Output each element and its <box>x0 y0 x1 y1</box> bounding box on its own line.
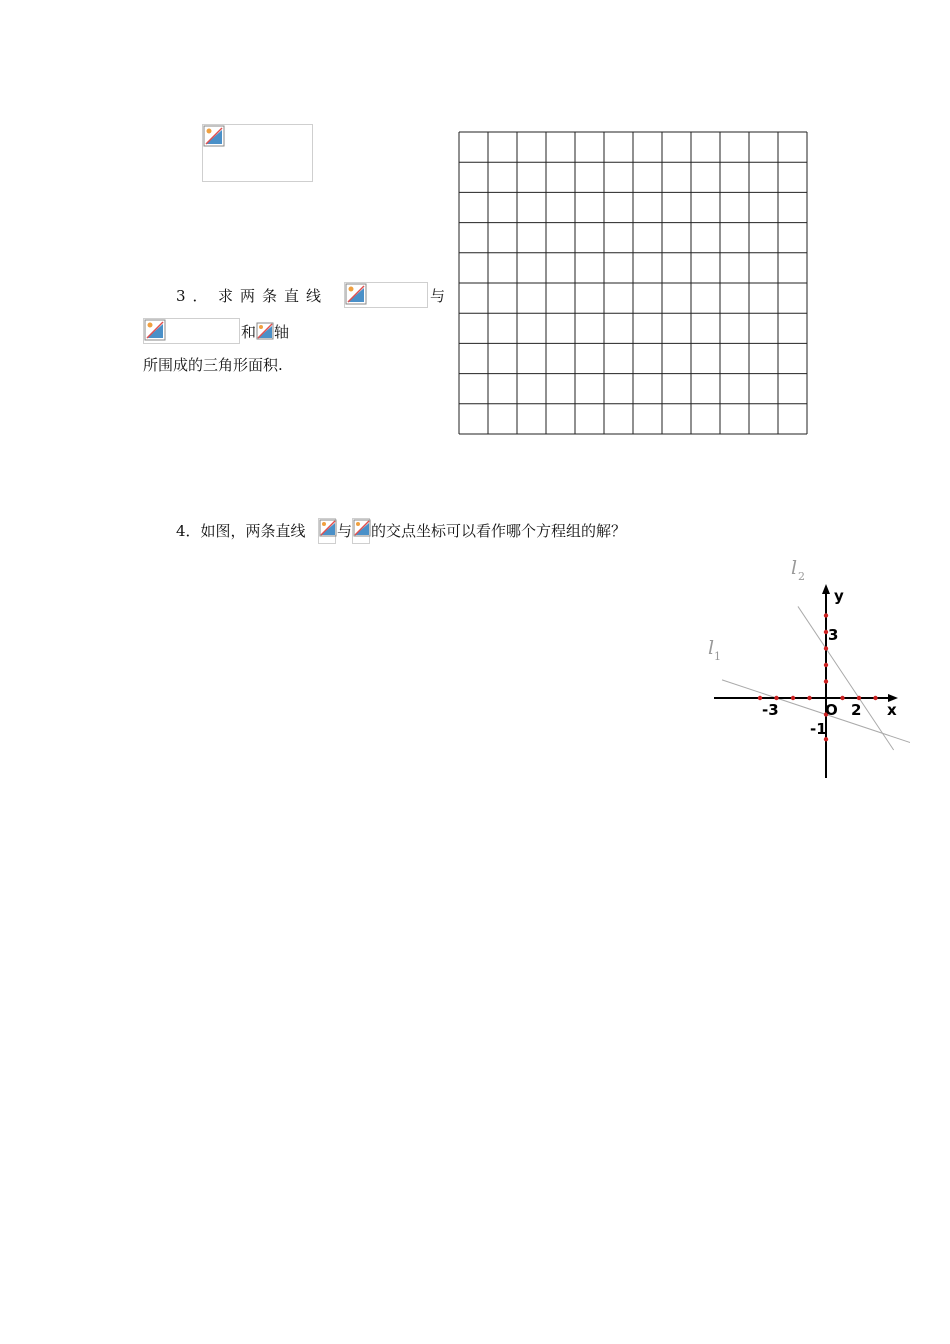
axis-point <box>774 696 778 700</box>
equation-image-l2 <box>352 518 370 544</box>
problem3-conj-1: 与 <box>430 287 446 305</box>
broken-image-icon <box>345 283 367 305</box>
broken-image-icon <box>144 319 166 341</box>
axis-point <box>824 613 828 617</box>
axis-point <box>824 663 828 667</box>
axis-point <box>840 696 844 700</box>
origin-label: O <box>825 701 838 719</box>
axis-point <box>824 679 828 683</box>
axis-image <box>256 322 274 340</box>
axis-point <box>824 646 828 650</box>
broken-image-icon <box>256 322 274 340</box>
y-axis-arrow-icon <box>822 584 830 594</box>
problem3-number: 3． <box>176 287 215 305</box>
problem3-conj-2: 和 <box>241 323 257 341</box>
problem3-text-a: 求两条直线 <box>218 287 329 305</box>
broken-image-icon <box>319 519 337 537</box>
tick-x-neg: -3 <box>762 701 779 719</box>
problem4-intro: 4．如图，两条直线 <box>176 522 306 540</box>
axis-point <box>791 696 795 700</box>
problem4-question: 的交点坐标可以看作哪个方程组的解？ <box>371 522 627 540</box>
tick-y-neg: -1 <box>810 720 827 738</box>
axis-point <box>807 696 811 700</box>
line-l2-sub: 2 <box>798 570 805 583</box>
y-axis-label: y <box>834 587 844 605</box>
equation-image-line2 <box>143 318 240 344</box>
problem3-text-b: 所围成的三角形面积. <box>143 356 283 374</box>
axis-point <box>873 696 877 700</box>
problem4-conj: 与 <box>337 522 353 540</box>
broken-image-icon <box>353 519 371 537</box>
line-l1-sub: 1 <box>714 650 721 663</box>
tick-x-pos: 2 <box>851 701 862 719</box>
line-l2-label: l <box>791 557 798 579</box>
equation-image-l1 <box>318 518 336 544</box>
image-placeholder-top <box>202 124 313 182</box>
line-l1-label: l <box>708 637 715 659</box>
coordinate-figure <box>700 552 910 787</box>
axis-point <box>758 696 762 700</box>
blank-grid <box>458 131 808 437</box>
x-axis-label: x <box>887 701 897 719</box>
equation-image-line1 <box>344 282 428 308</box>
broken-image-icon <box>203 125 225 147</box>
problem3-axis-suffix: 轴 <box>274 323 290 341</box>
axis-point <box>857 696 861 700</box>
tick-y-pos: 3 <box>828 626 839 644</box>
